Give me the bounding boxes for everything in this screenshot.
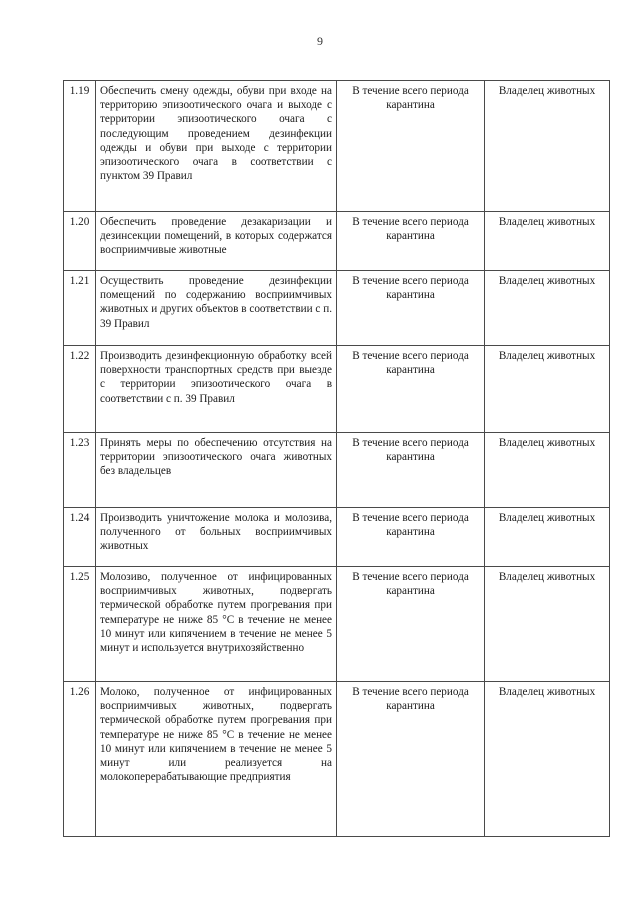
item-number: 1.22 [64, 346, 96, 433]
measure-text: Обеспечить смену одежды, обуви при входе на территорию эпизоотического очага и выходе с территории эпизоотического очага с последующим проведением дезинфекции одежды и обуви при выходе с территории эпизоотического очага в соответствии с пунктом 39 Правил [96, 81, 337, 212]
table-row [64, 567, 610, 682]
responsible-text: Владелец животных [485, 433, 610, 508]
measure-text: Обеспечить проведение дезакаризации и дезинсекции помещений, в которых содержатся восприимчивые животные [96, 212, 337, 271]
table-row [64, 682, 610, 837]
item-number: 1.23 [64, 433, 96, 508]
measure-text: Производить уничтожение молока и молозива, полученного от больных восприимчивых животных [96, 508, 337, 567]
measure-text: Производить дезинфекционную обработку всей поверхности транспортных средств при выезде с территории эпизоотического очага в соответствии с п. 39 Правил [96, 346, 337, 433]
table-row [64, 81, 610, 212]
item-number: 1.20 [64, 212, 96, 271]
responsible-text: Владелец животных [485, 567, 610, 682]
measure-text: Молозиво, полученное от инфицированных восприимчивых животных, подвергать термической обработке путем прогревания при температуре не ниже 85 °С в течение не менее 10 минут или кипячением в течение не менее 5 минут и используется внутрихозяйственно [96, 567, 337, 682]
term-text: В течение всего периода карантина [337, 271, 485, 346]
responsible-text: Владелец животных [485, 271, 610, 346]
item-number: 1.25 [64, 567, 96, 682]
responsible-text: Владелец животных [485, 346, 610, 433]
term-text: В течение всего периода карантина [337, 682, 485, 837]
item-number: 1.19 [64, 81, 96, 212]
table-row [64, 508, 610, 567]
page-number: 9 [317, 34, 323, 48]
term-text: В течение всего периода карантина [337, 212, 485, 271]
term-text: В течение всего периода карантина [337, 81, 485, 212]
measure-text: Осуществить проведение дезинфекции помещений по содержанию восприимчивых животных и других объектов в соответствии с п. 39 Правил [96, 271, 337, 346]
item-number: 1.24 [64, 508, 96, 567]
table-row [64, 346, 610, 433]
term-text: В течение всего периода карантина [337, 508, 485, 567]
measure-text: Молоко, полученное от инфицированных восприимчивых животных, подвергать термической обработке путем прогревания при температуре не ниже 85 °С в течение не менее 10 минут или кипячением в течение не менее 5 минут или реализуется на молокоперерабатывающие предприятия [96, 682, 337, 837]
item-number: 1.26 [64, 682, 96, 837]
table-row [64, 212, 610, 271]
measures-table [63, 80, 610, 837]
responsible-text: Владелец животных [485, 508, 610, 567]
responsible-text: Владелец животных [485, 81, 610, 212]
term-text: В течение всего периода карантина [337, 567, 485, 682]
responsible-text: Владелец животных [485, 212, 610, 271]
measure-text: Принять меры по обеспечению отсутствия на территории эпизоотического очага животных без владельцев [96, 433, 337, 508]
term-text: В течение всего периода карантина [337, 433, 485, 508]
responsible-text: Владелец животных [485, 682, 610, 837]
table-row [64, 433, 610, 508]
table-row [64, 271, 610, 346]
term-text: В течение всего периода карантина [337, 346, 485, 433]
item-number: 1.21 [64, 271, 96, 346]
